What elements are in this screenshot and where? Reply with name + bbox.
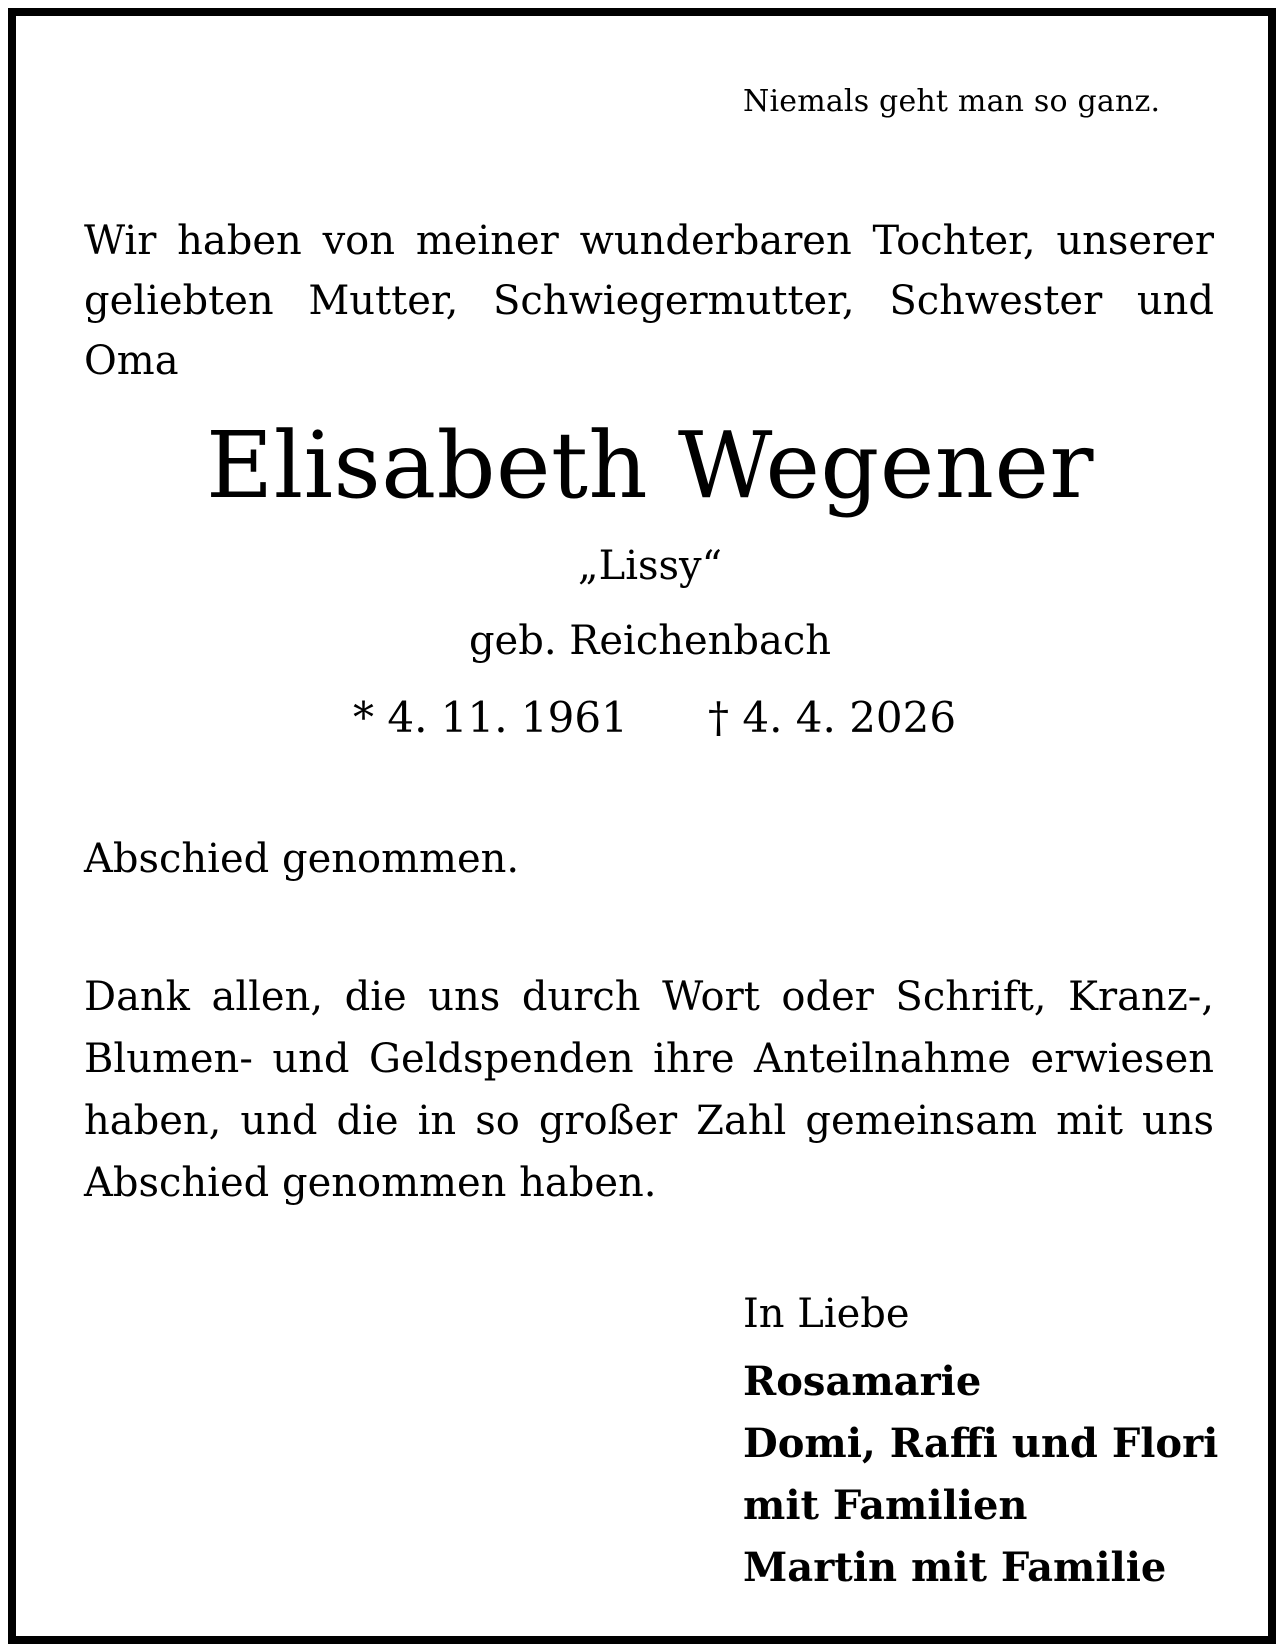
thanks-line: Abschied genommen haben. <box>84 1160 657 1206</box>
birth-date: * 4. 11. 1961 <box>353 693 628 742</box>
closing-text: In Liebe <box>743 1291 910 1337</box>
intro-line: Wir haben von meiner wunderbaren Tochter, unserer <box>84 218 1214 264</box>
thanks-line: Blumen- und Geldspenden ihre Anteilnahme erwiesen <box>84 1036 1214 1082</box>
death-date: † 4. 4. 2026 <box>708 693 957 742</box>
signer: Domi, Raffi und Flori <box>743 1420 1219 1467</box>
farewell-text: Abschied genommen. <box>84 836 520 882</box>
obituary-frame <box>8 8 1276 1644</box>
deceased-name: Elisabeth Wegener <box>206 412 1094 519</box>
intro-text <box>84 211 1214 391</box>
intro-line: geliebten Mutter, Schwiegermutter, Schwester und Oma <box>84 278 1214 384</box>
thanks-text <box>84 966 1214 1214</box>
signer: mit Familien <box>743 1482 1028 1529</box>
signer: Martin mit Familie <box>743 1544 1167 1591</box>
birth-name: geb. Reichenbach <box>468 618 832 664</box>
nickname: „Lissy“ <box>577 543 723 589</box>
signer: Rosamarie <box>743 1358 982 1405</box>
signers-list <box>743 1351 1218 1599</box>
motto: Niemals geht man so ganz. <box>743 84 1161 119</box>
thanks-line: Dank allen, die uns durch Wort oder Schrift, Kranz-, <box>84 974 1214 1020</box>
thanks-line: haben, und die in so großer Zahl gemeinsam mit uns <box>84 1098 1214 1144</box>
